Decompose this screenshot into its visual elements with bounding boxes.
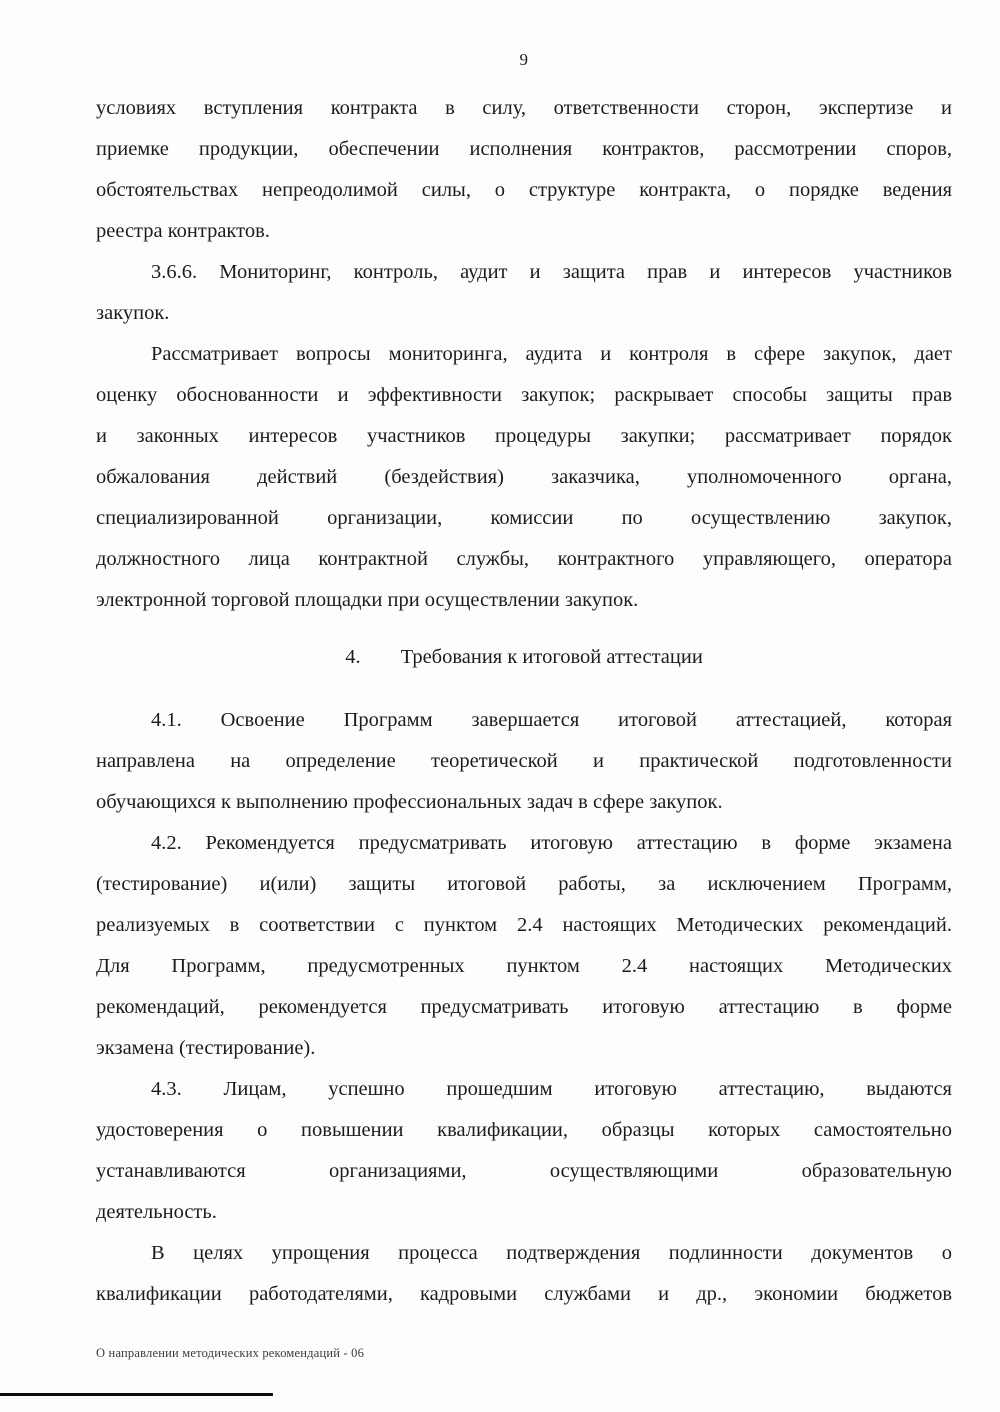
- section-title: Требования к итоговой аттестации: [400, 646, 703, 668]
- text-line: специализированной организации, комиссии по осуществлению закупок,: [96, 507, 952, 529]
- text-line: Рассматривает вопросы мониторинга, аудита и контроля в сфере закупок, дает: [151, 343, 952, 365]
- text-line: Для Программ, предусмотренных пунктом 2.4 настоящих Методических: [96, 955, 952, 977]
- paragraph: [96, 1233, 952, 1315]
- paragraph: [96, 823, 952, 1069]
- text-line: квалификации работодателями, кадровыми службами и др., экономии бюджетов: [96, 1283, 952, 1305]
- text-line: закупок.: [96, 302, 170, 324]
- paragraph: [96, 700, 952, 823]
- paragraph: [96, 334, 952, 621]
- text-line: оценку обоснованности и эффективности закупок; раскрывает способы защиты прав: [96, 384, 952, 406]
- section-heading: [96, 637, 952, 678]
- text-line: В целях упрощения процесса подтверждения подлинности документов о: [151, 1242, 952, 1264]
- text-line: направлена на определение теоретической и практической подготовленности: [96, 750, 952, 772]
- text-line: обстоятельствах непреодолимой силы, о структуре контракта, о порядке ведения: [96, 179, 952, 201]
- footer-note: О направлении методических рекомендаций - 06: [96, 1346, 365, 1360]
- text-line: обучающихся к выполнению профессиональных задач в сфере закупок.: [96, 791, 723, 813]
- text-line: 4.2. Рекомендуется предусматривать итоговую аттестацию в форме экзамена: [151, 832, 952, 854]
- text-line: реестра контрактов.: [96, 220, 270, 242]
- text-line: устанавливаются организациями, осуществляющими образовательную: [96, 1160, 952, 1182]
- page-number: 9: [519, 50, 529, 69]
- text-line: условиях вступления контракта в силу, ответственности сторон, экспертизе и: [96, 97, 952, 119]
- text-line: 3.6.6. Мониторинг, контроль, аудит и защита прав и интересов участников: [151, 261, 952, 283]
- text-line: реализуемых в соответствии с пунктом 2.4 настоящих Методических рекомендаций.: [96, 914, 952, 936]
- text-line: удостоверения о повышении квалификации, образцы которых самостоятельно: [96, 1119, 952, 1141]
- text-line: обжалования действий (бездействия) заказчика, уполномоченного органа,: [96, 466, 952, 488]
- text-line: деятельность.: [96, 1201, 217, 1223]
- paragraph: [96, 252, 952, 334]
- scan-artifact-line: [0, 1393, 273, 1396]
- text-line: экзамена (тестирование).: [96, 1037, 316, 1059]
- text-line: рекомендаций, рекомендуется предусматривать итоговую аттестацию в форме: [96, 996, 952, 1018]
- text-line: 4.3. Лицам, успешно прошедшим итоговую аттестацию, выдаются: [151, 1078, 952, 1100]
- text-line: 4.1. Освоение Программ завершается итоговой аттестацией, которая: [151, 709, 952, 731]
- text-line: приемке продукции, обеспечении исполнения контрактов, рассмотрении споров,: [96, 138, 952, 160]
- document-body: [96, 88, 952, 1374]
- paragraph: [96, 88, 952, 252]
- text-line: и законных интересов участников процедуры закупки; рассматривает порядок: [96, 425, 952, 447]
- text-line: должностного лица контрактной службы, контрактного управляющего, оператора: [96, 548, 952, 570]
- text-line: электронной торговой площадки при осуществлении закупок.: [96, 589, 639, 611]
- paragraph: [96, 1069, 952, 1233]
- text-line: (тестирование) и(или) защиты итоговой работы, за исключением Программ,: [96, 873, 952, 895]
- section-number: 4.: [345, 646, 361, 668]
